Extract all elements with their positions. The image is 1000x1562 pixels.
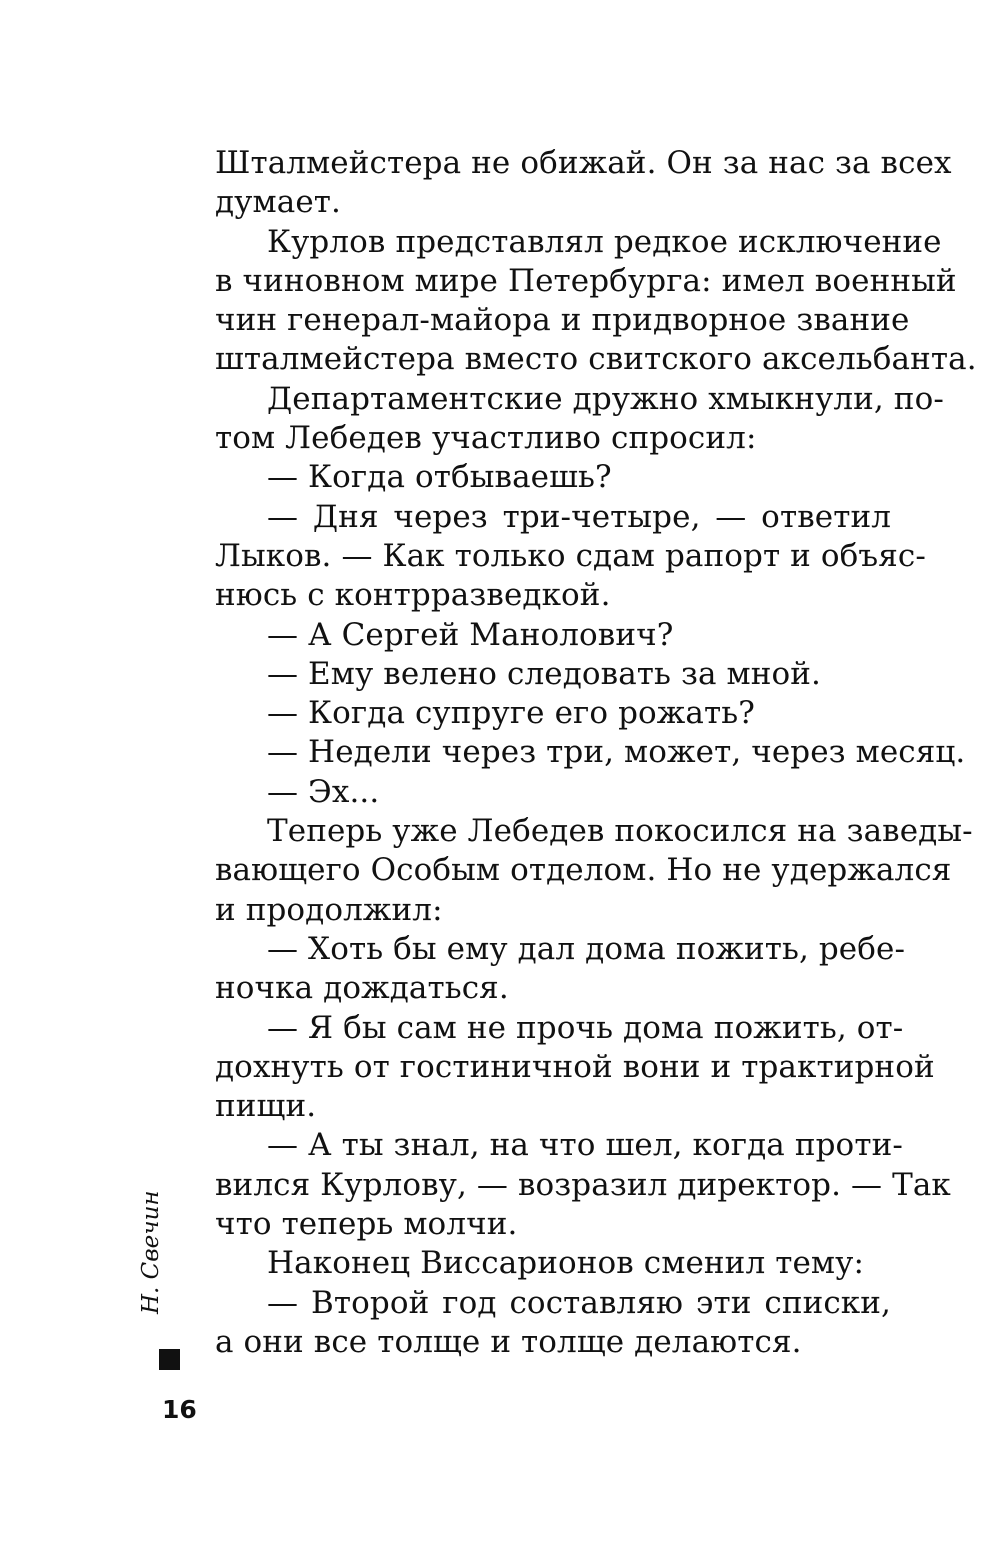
text-line: — Я бы сам не прочь дома пожить, от-: [267, 1009, 904, 1046]
text-line: — А ты знал, на что шел, когда проти-: [267, 1127, 903, 1164]
text-line: — Хоть бы ему дал дома пожить, ребе-: [267, 930, 906, 967]
text-line: том Лебедев участливо спросил:: [215, 420, 757, 457]
page-number: 16: [162, 1395, 197, 1424]
text-line: вился Курлову, — возразил директор. — Так: [215, 1166, 951, 1203]
text-line: — Недели через три, может, через месяц.: [267, 734, 966, 771]
text-line: вающего Особым отделом. Но не удержался: [215, 852, 952, 889]
text-line: а они все толще и толще делаются.: [215, 1323, 802, 1360]
text-line: — Когда отбываешь?: [267, 459, 612, 496]
text-line: в чиновном мире Петербурга: имел военный: [215, 262, 957, 299]
text-line: Наконец Виссарионов сменил тему:: [267, 1245, 864, 1282]
text-line: Лыков. — Как только сдам рапорт и объяс-: [215, 537, 926, 574]
text-line: Теперь уже Лебедев покосился на заведы-: [267, 813, 973, 850]
text-line: — Дня через три-четыре, — ответил: [267, 498, 891, 535]
square-marker-icon: [159, 1349, 180, 1370]
text-line: — Эх...: [267, 773, 380, 810]
text-line: что теперь молчи.: [215, 1206, 518, 1243]
text-line: — А Сергей Манолович?: [267, 616, 674, 653]
text-line: чин генерал-майора и придворное звание: [215, 302, 910, 339]
body-text: [215, 144, 977, 1362]
text-line: — Ему велено следовать за мной.: [267, 655, 821, 692]
text-line: Департаментские дружно хмыкнули, по-: [267, 380, 944, 417]
text-line: нюсь с контрразведкой.: [215, 577, 611, 614]
text-line: ночка дождаться.: [215, 970, 509, 1007]
text-line: пищи.: [215, 1088, 317, 1125]
text-line: думает.: [215, 184, 341, 221]
text-line: — Когда супруге его рожать?: [267, 695, 755, 732]
text-line: — Второй год составляю эти списки,: [267, 1284, 891, 1321]
text-line: дохнуть от гостиничной вони и трактирной: [215, 1048, 935, 1085]
running-head-author: Н. Свечин: [138, 1190, 164, 1314]
text-line: и продолжил:: [215, 891, 443, 928]
text-line: Курлов представлял редкое исключение: [267, 223, 942, 260]
text-line: Шталмейстера не обижай. Он за нас за всех: [215, 145, 952, 181]
text-line: шталмейстера вместо свитского аксельбанта.: [215, 341, 977, 378]
